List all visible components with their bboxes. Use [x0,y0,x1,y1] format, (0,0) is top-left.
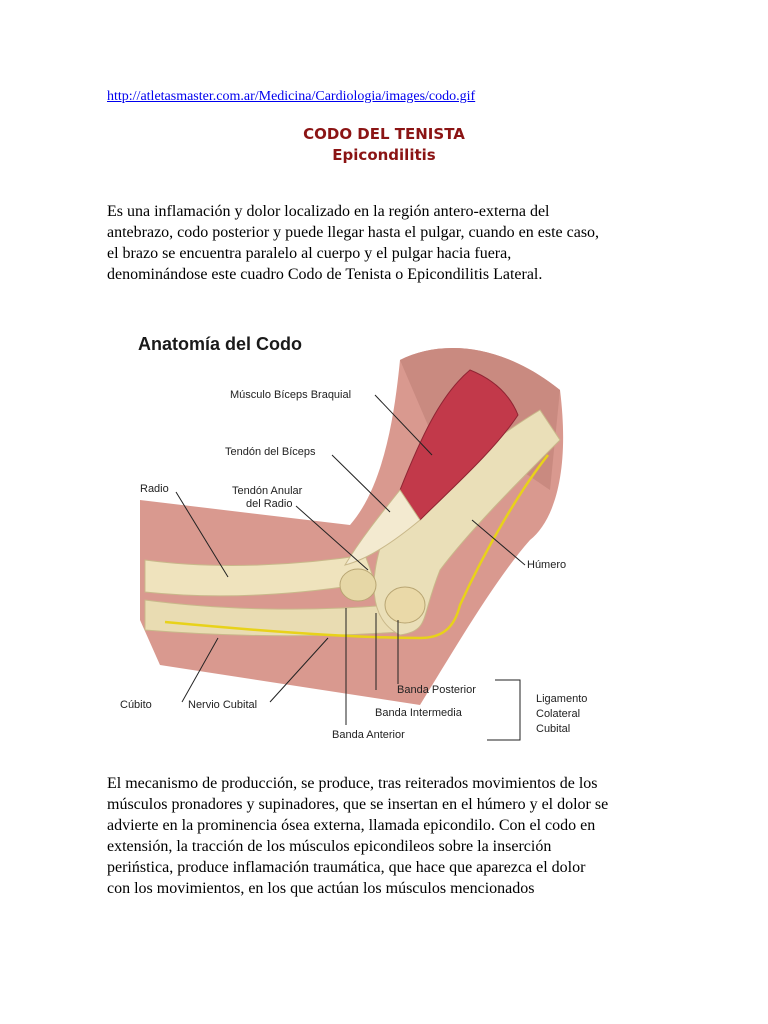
label-radio: Radio [140,483,169,495]
elbow-anatomy-illustration [100,320,610,750]
text-line: antebrazo, codo posterior y puede llegar hasta el pulgar, cuando en este caso, [107,224,600,241]
title-subtitle: Epicondilitis [332,146,436,164]
label-banda-posterior: Banda Posterior [397,684,476,696]
text-line: advierte en la prominencia ósea externa, llamada epicondilo. Con el codo en [107,817,596,834]
elbow-anatomy-figure [100,320,610,750]
label-tendon-biceps: Tendón del Bíceps [225,446,316,458]
source-link[interactable]: http://atletasmaster.com.ar/Medicina/Cardiologia/images/codo.gif [107,89,476,104]
mechanism-paragraph [107,773,667,899]
label-humero: Húmero [527,559,567,571]
text-line: con los movimientos, en los que actúan los músculos mencionados [107,880,535,897]
label-banda-intermedia: Banda Intermedia [375,707,462,719]
annular-ligament-shape [340,569,376,601]
text-line: denominándose este cuadro Codo de Tenista o Epicondilitis Lateral. [107,266,543,283]
text-line: Es una inflamación y dolor localizado en la región antero-externa del [107,203,550,220]
label-ligamento-1: Ligamento [536,693,588,705]
title-main: CODO DEL TENISTA [303,125,465,143]
label-ligamento-3: Cubital [536,723,571,735]
label-tendon-anular-1: Tendón Anular [232,485,303,497]
text-line: periństica, produce inflamación traumática, que hace que aparezca el dolor [107,859,586,876]
text-line: extensión, la tracción de los músculos epicondileos sobre la inserción [107,838,552,855]
label-nervio-cubital: Nervio Cubital [188,699,258,711]
collateral-ligament-shape [385,587,425,623]
label-ligamento-2: Colateral [536,708,581,720]
intro-paragraph [107,201,667,285]
label-tendon-anular-2: del Radio [246,498,293,510]
label-musculo-biceps: Músculo Bíceps Braquial [230,389,352,401]
text-line: músculos pronadores y supinadores, que se insertan en el húmero y el dolor se [107,796,609,813]
text-line: el brazo se encuentra paralelo al cuerpo y el pulgar hacia fuera, [107,245,512,262]
text-line: El mecanismo de producción, se produce, tras reiterados movimientos de los [107,775,598,792]
label-cubito: Cúbito [120,699,152,711]
label-banda-anterior: Banda Anterior [332,729,405,741]
page-title [0,124,768,166]
figure-title: Anatomía del Codo [138,334,303,354]
